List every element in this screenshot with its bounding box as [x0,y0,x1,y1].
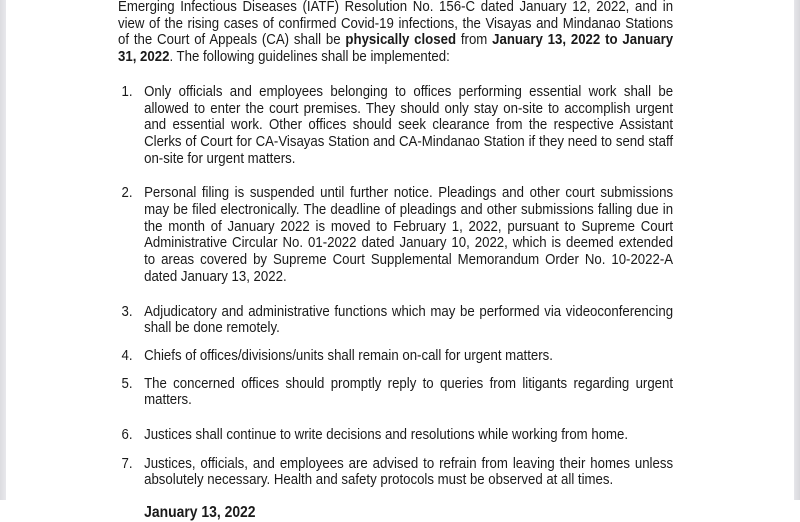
document-date: January 13, 2022 [144,504,256,522]
intro-bold-closed: physically closed [345,31,457,49]
page-edge-left [0,0,6,500]
guideline-text: Justices, officials, and employees are advised to refrain from leaving their homes unless absolutely necessary. Health and safety protocols must be observed at all times. [144,454,674,489]
intro-paragraph [118,0,673,66]
guideline-number: 2. [121,184,133,202]
guideline-text: The concerned offices should promptly reply to queries from litigants regarding urgent matters. [144,374,674,409]
guideline-text: Justices shall continue to write decisions and resolutions while working from home. [144,426,629,444]
intro-text-3: . The following guidelines shall be implemented: [169,48,450,66]
guideline-text: Chiefs of offices/divisions/units shall remain on-call for urgent matters. [144,346,553,364]
guideline-item [118,427,673,444]
intro-bold-dates: January 13, 2022 to January 31, 2022 [118,31,674,66]
intro-text-2: from [456,31,493,49]
guideline-item [118,456,673,489]
guideline-number: 1. [121,82,133,100]
guideline-text: Personal filing is suspended until further notice. Pleadings and other court submissions may be filed electronically. The deadline of pleadings and other submissions falling due in the month of January 2022 is moved to February 1, 2022, pursuant to Supreme Court Administrative Circular No. 01-2022 dated January 10, 2022, which is deemed extended to areas covered by Supreme Court Supplemental Memorandum Order No. 10-2022-A dated January 13, 2022. [144,184,674,285]
guideline-number: 6. [121,426,133,444]
guideline-number: 4. [121,346,133,364]
guideline-text: Only officials and employees belonging to offices performing essential work shall be allowed to enter the court premises. They should only stay on-site to accomplish urgent and essential work. Other offices should seek clearance from the respective Assistant Clerks of Court for CA-Visayas Station and CA-Mindanao Station if they need to send staff on-site for urgent matters. [144,82,674,167]
guideline-item [118,376,673,409]
guideline-item [118,348,673,365]
guideline-number: 3. [121,302,133,320]
guideline-number: 5. [121,374,133,392]
page-edge-right [794,0,800,500]
guideline-text: Adjudicatory and administrative functions which may be performed via videoconferencing shall be done remotely. [144,302,674,337]
document-page [118,0,673,522]
guideline-number: 7. [121,454,133,472]
guideline-item [118,185,673,285]
guideline-item [118,84,673,168]
guidelines-list [118,84,673,489]
intro-text-1: Emerging Infectious Diseases (IATF) Resolution No. 156-C dated January 12, 2022, and in view of the rising cases of confirmed Covid-19 infections, the Visayas and Mindanao Stations of the Court of Appeals (CA) shall be [118,0,674,49]
guideline-item [118,304,673,337]
